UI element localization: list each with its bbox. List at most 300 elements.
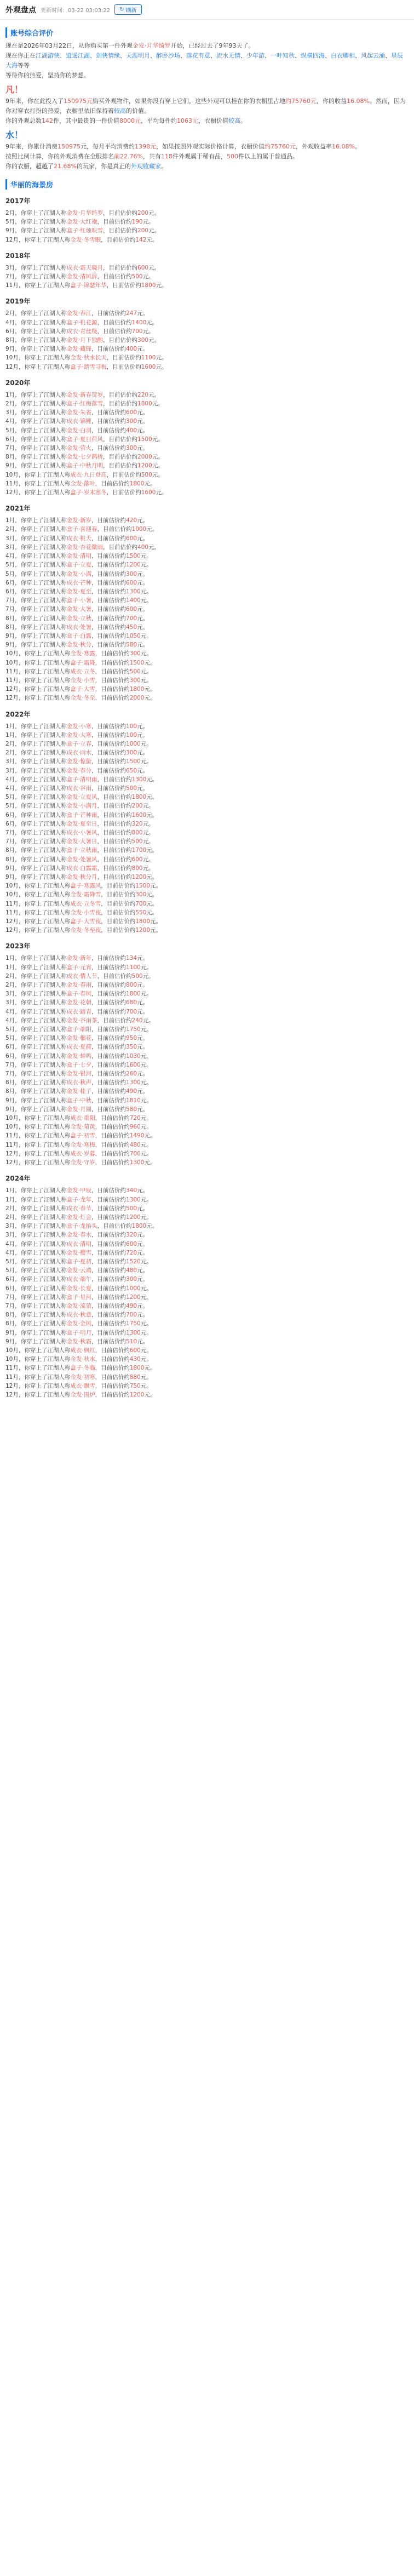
record-item-name: 金发·立秋: [66, 615, 92, 622]
year-heading: 2022年: [5, 710, 31, 718]
record-price: 500: [129, 668, 141, 675]
record-item-name: 金发·春雨: [66, 982, 92, 989]
purchase-record: [5, 989, 409, 998]
record-text: ，目前估价约: [91, 1249, 127, 1256]
record-text: 4月，: [5, 319, 21, 326]
record-text: 你穿上了江湖人称: [24, 1141, 71, 1148]
record-text: 你穿上了江湖人称: [24, 1356, 71, 1363]
record-text: 8月，: [5, 856, 21, 863]
record-text: 元。: [137, 785, 149, 792]
record-price: 1600: [131, 811, 147, 818]
record-item-name: 金发·谷雨茶: [66, 1017, 97, 1024]
record-item-name: 成衣·春节: [66, 1205, 92, 1212]
record-text: ，目前估价约: [97, 856, 132, 863]
year-list: [0, 196, 414, 1399]
record-price: 1500: [135, 883, 150, 890]
summary-heading-text: 账号综合评价: [10, 30, 54, 38]
record-text: 3月，: [5, 535, 21, 542]
record-price: 1600: [126, 1061, 141, 1068]
record-text: 元。: [140, 1141, 152, 1148]
record-text: 元。: [148, 543, 160, 551]
record-price: 247: [126, 310, 137, 317]
record-item-name: 金发·榴花: [66, 1035, 92, 1042]
record-text: 你穿上了江湖人称: [24, 1159, 71, 1166]
text-fragment: 逍遥江湖: [66, 52, 90, 59]
record-text: 元。: [146, 847, 158, 854]
purchase-record: [5, 1213, 409, 1222]
record-item-name: 成衣·清明: [66, 1240, 92, 1247]
year-heading: 2023年: [5, 942, 31, 951]
record-text: 元。: [140, 1258, 152, 1265]
record-item-name: 成衣·枫红: [70, 1347, 95, 1354]
record-text: ，目前估价约: [91, 1097, 127, 1104]
record-text: 1月，: [5, 955, 21, 962]
record-text: 你穿上了江湖人称: [20, 811, 67, 818]
text-fragment: ，共有: [142, 153, 161, 160]
record-text: 元。: [152, 400, 164, 408]
purchase-record: [5, 1149, 409, 1158]
text-fragment: 元，每月平均消费约: [81, 143, 135, 150]
record-item-name: 金发·春分: [66, 767, 92, 774]
purchase-record: [5, 632, 409, 640]
record-item-name: 金发·初寒: [70, 1373, 95, 1381]
record-text: 10月，: [5, 1115, 25, 1122]
history-section-heading: [5, 179, 409, 190]
record-text: ，目前估价约: [95, 1159, 130, 1166]
record-item-name: 成衣·立冬: [70, 668, 95, 675]
record-text: 3月，: [5, 991, 21, 998]
purchase-record: [5, 1105, 409, 1114]
year-heading: 2024年: [5, 1175, 31, 1183]
record-item-name: 成衣·芒种: [66, 579, 92, 586]
purchase-record: [5, 226, 409, 235]
record-text: 元。: [137, 1106, 149, 1113]
year-heading: 2019年: [5, 297, 31, 306]
record-text: ，目前估价约: [91, 1088, 127, 1095]
record-text: ，目前估价约: [91, 310, 127, 317]
record-item-name: 金发·冬至夜: [70, 927, 101, 934]
purchase-record: [5, 1123, 409, 1131]
record-price: 1500: [137, 436, 152, 443]
record-text: 你穿上了江湖人称: [24, 1365, 71, 1372]
record-text: 5月，: [5, 570, 21, 577]
record-text: 元。: [144, 1365, 156, 1372]
record-text: 7月，: [5, 445, 21, 452]
text-fragment: 、: [295, 52, 301, 59]
record-text: ，目前估价约: [91, 1008, 127, 1015]
record-price: 600: [126, 606, 137, 613]
record-text: ，目前估价约: [97, 1017, 132, 1024]
record-text: ，目前估价约: [91, 427, 127, 434]
record-price: 400: [126, 427, 137, 434]
record-text: 4月，: [5, 553, 21, 560]
record-text: ，目前估价约: [97, 972, 132, 980]
text-fragment: 流水无情: [216, 52, 240, 59]
record-item-name: 金发·月圆: [66, 1106, 92, 1113]
record-item-name: 金发·守岁: [70, 1159, 95, 1166]
record-text: 你穿上了江湖人称: [20, 526, 67, 533]
record-text: 元。: [137, 346, 149, 353]
verdict-title-2: 水！: [5, 130, 24, 140]
record-item-name: 成衣·飘雪: [70, 1382, 95, 1389]
record-price: 1800: [131, 1223, 147, 1230]
record-text: 你穿上了江湖人称: [20, 1312, 67, 1319]
text-fragment: 150975: [58, 143, 81, 150]
refresh-button[interactable]: [114, 4, 141, 15]
record-text: 元。: [140, 588, 152, 595]
record-text: 6月，: [5, 811, 21, 818]
purchase-record: [5, 479, 409, 488]
record-text: ，目前估价约: [106, 354, 141, 362]
record-price: 240: [131, 1017, 143, 1024]
record-text: 元。: [144, 686, 156, 693]
record-item-name: 成衣·处暑: [66, 623, 92, 631]
record-text: 3月，: [5, 767, 21, 774]
record-text: 你穿上了江湖人称: [20, 829, 67, 836]
record-text: 1月，: [5, 1187, 21, 1194]
record-price: 300: [126, 1276, 137, 1283]
purchase-record: [5, 587, 409, 596]
record-text: ，目前估价约: [101, 236, 136, 243]
purchase-record: [5, 391, 409, 399]
record-item-name: 金发·小满月: [66, 803, 97, 810]
record-text: 你穿上了江湖人称: [20, 1320, 67, 1327]
text-fragment: 9年来，你在此投入了: [5, 98, 64, 105]
record-text: 元。: [140, 1052, 152, 1060]
record-text: 元。: [137, 570, 149, 577]
text-fragment: 。: [160, 163, 167, 170]
record-item-name: 盒子·红烛映雪: [66, 227, 104, 234]
record-item-name: 金发·落叶: [70, 480, 95, 487]
record-price: 1810: [126, 1097, 141, 1104]
purchase-record: [5, 873, 409, 881]
purchase-record: [5, 1043, 409, 1051]
record-price: 1300: [131, 776, 147, 783]
purchase-record: [5, 820, 409, 828]
text-fragment: 前22.76%: [114, 153, 143, 160]
intro-paragraph-3: [5, 71, 409, 81]
record-text: 你穿上了江湖人称: [20, 1088, 67, 1095]
record-text: ，目前估价约: [91, 1329, 127, 1336]
record-text: 9月，: [5, 1097, 21, 1104]
record-item-name: 金发·朱雀: [66, 409, 92, 416]
record-text: 10月，: [5, 1347, 25, 1354]
record-text: 12月，: [5, 1382, 25, 1389]
record-text: ，目前估价约: [91, 749, 127, 757]
text-fragment: 。然而，因为你对穿衣打扮的热爱，衣橱里依旧保持着: [5, 98, 406, 115]
purchase-record: [5, 890, 409, 899]
text-fragment: ，外观收益率: [296, 143, 332, 150]
record-item-name: 盒子·清明雨: [66, 776, 97, 783]
record-price: 600: [129, 1347, 141, 1354]
record-text: 元。: [148, 337, 160, 344]
text-fragment: 的玩家，: [76, 163, 101, 170]
record-text: 9月，: [5, 1338, 21, 1345]
text-fragment: 纵横四海: [301, 52, 325, 59]
record-text: 你穿上了江湖人称: [20, 273, 67, 281]
record-text: 12月，: [5, 686, 25, 693]
record-text: 你穿上了江湖人称: [20, 319, 67, 326]
record-text: 你穿上了江湖人称: [20, 264, 67, 271]
purchase-record: [5, 605, 409, 614]
text-fragment: 白衣卿相: [331, 52, 355, 59]
record-item-name: 金发·大暑: [66, 606, 92, 613]
record-text: ，目前估价约: [95, 659, 130, 666]
record-text: 你穿上了江湖人称: [20, 606, 67, 613]
record-price: 700: [126, 1312, 137, 1319]
record-text: ，目前估价约: [97, 273, 132, 281]
record-text: 6月，: [5, 1052, 21, 1060]
record-text: 元。: [137, 409, 149, 416]
record-price: 1800: [129, 1365, 145, 1372]
record-price: 450: [126, 623, 137, 631]
purchase-record: [5, 327, 409, 336]
record-item-name: 成衣·情人节: [66, 972, 97, 980]
record-price: 200: [131, 803, 143, 810]
record-price: 490: [126, 1302, 137, 1309]
record-text: 3月，: [5, 758, 21, 765]
record-item-name: 金发·金风: [66, 1320, 92, 1327]
record-text: ，目前估价约: [103, 210, 138, 216]
record-text: 元。: [137, 1071, 149, 1078]
purchase-record: [5, 1141, 409, 1149]
record-text: 元。: [140, 1356, 152, 1363]
record-text: 2月，: [5, 210, 21, 216]
record-text: 1月，: [5, 391, 21, 398]
record-text: 你穿上了江湖人称: [20, 767, 67, 774]
record-price: 500: [131, 838, 143, 845]
record-item-name: 金发·春江: [66, 310, 92, 317]
record-item-name: 金发·新岁: [66, 517, 92, 524]
record-price: 1500: [126, 553, 141, 560]
record-price: 1520: [126, 1258, 141, 1265]
record-price: 300: [129, 677, 141, 684]
purchase-record: [5, 731, 409, 740]
text-fragment: 江湖游侠: [36, 52, 60, 59]
purchase-record: [5, 1096, 409, 1105]
record-price: 650: [126, 767, 137, 774]
purchase-record: [5, 1222, 409, 1230]
record-text: 12月，: [5, 236, 25, 243]
record-text: 10月，: [5, 891, 25, 898]
summary-section-heading: [5, 27, 409, 38]
text-fragment: 16.08%: [347, 98, 370, 105]
purchase-record: [5, 926, 409, 935]
stat-paragraph-1: [5, 96, 409, 116]
record-text: ，目前估价约: [97, 838, 132, 845]
record-text: ，目前估价约: [91, 1312, 127, 1319]
record-price: 2000: [129, 695, 145, 702]
record-text: ，目前估价约: [91, 445, 127, 452]
purchase-record: [5, 837, 409, 846]
purchase-record: [5, 461, 409, 470]
text-fragment: ，如果按照外观实际价格计算，衣橱价值: [156, 143, 264, 150]
record-text: 元。: [144, 1391, 156, 1398]
record-item-name: 盒子·白露: [66, 632, 92, 639]
record-price: 1400: [131, 319, 147, 326]
purchase-record: [5, 426, 409, 435]
record-price: 1750: [126, 1026, 141, 1033]
record-text: 元。: [156, 282, 168, 289]
record-text: 你穿上了江湖人称: [20, 794, 67, 801]
record-text: ，目前估价约: [91, 1044, 127, 1051]
record-item-name: 盒子·大雪夜: [70, 918, 101, 925]
text-fragment: 金发·月华绮罗: [133, 42, 171, 49]
record-price: 1000: [126, 740, 141, 747]
record-text: ，目前估价约: [91, 418, 127, 425]
record-item-name: 盒子·立夏: [66, 562, 92, 569]
record-text: 你穿上了江湖人称: [20, 1285, 67, 1292]
text-fragment: 约75760元: [285, 98, 317, 105]
record-item-name: 金发·秋水长天: [70, 354, 107, 362]
record-text: 元。: [142, 856, 154, 863]
record-text: 你穿上了江湖人称: [20, 723, 67, 730]
record-price: 1030: [126, 1052, 141, 1060]
record-item-name: 金发·藏锋: [66, 346, 92, 353]
record-text: 元。: [137, 767, 149, 774]
purchase-record: [5, 1390, 409, 1399]
record-text: 12月，: [5, 1150, 25, 1157]
record-text: 元。: [156, 354, 168, 362]
record-text: 你穿上了江湖人称: [20, 1187, 67, 1194]
record-text: 元。: [137, 1267, 149, 1274]
record-text: 元。: [152, 462, 164, 470]
purchase-record: [5, 828, 409, 837]
record-price: 200: [137, 227, 149, 234]
record-text: 4月，: [5, 1240, 21, 1247]
text-fragment: 醉卧沙场: [156, 52, 180, 59]
record-price: 600: [126, 409, 137, 416]
purchase-record: [5, 802, 409, 810]
purchase-record: [5, 264, 409, 272]
record-text: 6月，: [5, 1044, 21, 1051]
record-text: 你穿上了江湖人称: [20, 749, 67, 757]
record-text: 12月，: [5, 695, 25, 702]
record-price: 680: [126, 999, 137, 1006]
record-text: 1月，: [5, 964, 21, 971]
text-fragment: 。: [354, 143, 361, 150]
record-price: 960: [129, 1124, 141, 1131]
record-text: 元。: [140, 1329, 152, 1336]
record-item-name: 金发·新年: [66, 955, 92, 962]
record-text: 5月，: [5, 427, 21, 434]
purchase-record: [5, 217, 409, 226]
record-text: ，目前估价约: [91, 1106, 127, 1113]
record-text: 你穿上了江湖人称: [24, 891, 71, 898]
purchase-record: [5, 1025, 409, 1034]
record-text: ，目前估价约: [103, 391, 138, 398]
record-price: 1300: [126, 1196, 141, 1203]
record-price: 400: [137, 543, 149, 551]
record-text: 元。: [140, 562, 152, 569]
record-item-name: 金发·月华绮罗: [66, 210, 104, 216]
record-text: 元。: [142, 829, 154, 836]
record-text: 元。: [137, 723, 149, 730]
record-text: 元。: [140, 1115, 152, 1122]
record-price: 1000: [131, 526, 147, 533]
record-text: 12月，: [5, 363, 25, 370]
text-fragment: 1398元: [135, 143, 156, 150]
record-text: ，目前估价约: [97, 219, 132, 226]
record-text: 你穿上了江湖人称: [24, 1124, 71, 1131]
purchase-record: [5, 1186, 409, 1195]
record-item-name: 盒子·龙抬头: [66, 1223, 97, 1230]
record-text: 元。: [140, 1061, 152, 1068]
record-text: 元。: [140, 597, 152, 604]
record-text: 你穿上了江湖人称: [20, 1196, 67, 1203]
record-price: 1400: [126, 597, 141, 604]
record-price: 600: [131, 856, 143, 863]
purchase-record: [5, 1131, 409, 1140]
record-text: ，目前估价约: [97, 328, 132, 335]
refresh-label: 刷新: [125, 8, 137, 14]
record-price: 600: [137, 264, 149, 271]
text-fragment: ，你的收益: [317, 98, 347, 105]
record-text: ，目前估价约: [95, 1132, 130, 1140]
purchase-record: [5, 784, 409, 793]
record-price: 500: [141, 471, 152, 478]
record-text: ，目前估价约: [91, 1196, 127, 1203]
record-text: ，目前估价约: [91, 1276, 127, 1283]
record-price: 1600: [141, 363, 156, 370]
record-text: 元。: [140, 668, 152, 675]
text-fragment: 你的衣橱，: [5, 163, 36, 170]
text-fragment: 超越了: [36, 163, 54, 170]
record-text: ，目前估价约: [91, 517, 127, 524]
record-text: 7月，: [5, 597, 21, 604]
record-item-name: 盒子·初雪: [70, 1132, 95, 1140]
record-text: 你穿上了江湖人称: [20, 1017, 67, 1024]
record-text: ，目前估价约: [101, 909, 136, 916]
record-price: 580: [126, 1106, 137, 1113]
record-item-name: 金发·大暑日: [66, 838, 97, 845]
record-price: 190: [131, 219, 143, 226]
record-price: 500: [131, 273, 143, 281]
purchase-record: [5, 1319, 409, 1328]
purchase-record: [5, 1302, 409, 1310]
record-price: 550: [135, 909, 147, 916]
record-text: ，目前估价约: [91, 1338, 127, 1345]
record-price: 420: [126, 517, 137, 524]
record-text: ，目前估价约: [91, 1232, 127, 1239]
record-text: ，目前估价约: [106, 471, 141, 478]
record-text: ，目前估价约: [91, 562, 127, 569]
record-price: 800: [131, 865, 143, 872]
record-price: 1800: [141, 282, 156, 289]
record-text: ，目前估价约: [91, 606, 127, 613]
record-text: 1月，: [5, 517, 21, 524]
record-item-name: 金发·银河: [66, 1071, 92, 1078]
record-text: ，目前估价约: [103, 264, 138, 271]
text-fragment: 118: [160, 153, 173, 160]
text-fragment: 现在是2026年03月22日，从你购买第一件外观: [5, 42, 133, 49]
record-text: 你穿上了江湖人称: [24, 1382, 71, 1389]
record-item-name: 金发·惊蛰: [66, 758, 92, 765]
record-text: 你穿上了江湖人称: [20, 1240, 67, 1247]
record-text: 元。: [137, 731, 149, 739]
record-item-name: 成衣·秋意: [66, 1312, 92, 1319]
record-text: 9月，: [5, 227, 21, 234]
record-item-name: 盒子·七夕: [66, 1061, 92, 1068]
record-text: 你穿上了江湖人称: [20, 227, 67, 234]
record-price: 1800: [131, 794, 147, 801]
purchase-record: [5, 1355, 409, 1364]
record-price: 300: [126, 445, 137, 452]
record-item-name: 金发·大寒: [66, 731, 92, 739]
record-item-name: 盒子·小暑: [66, 597, 92, 604]
record-text: 你穿上了江湖人称: [20, 999, 67, 1006]
purchase-record: [5, 917, 409, 926]
